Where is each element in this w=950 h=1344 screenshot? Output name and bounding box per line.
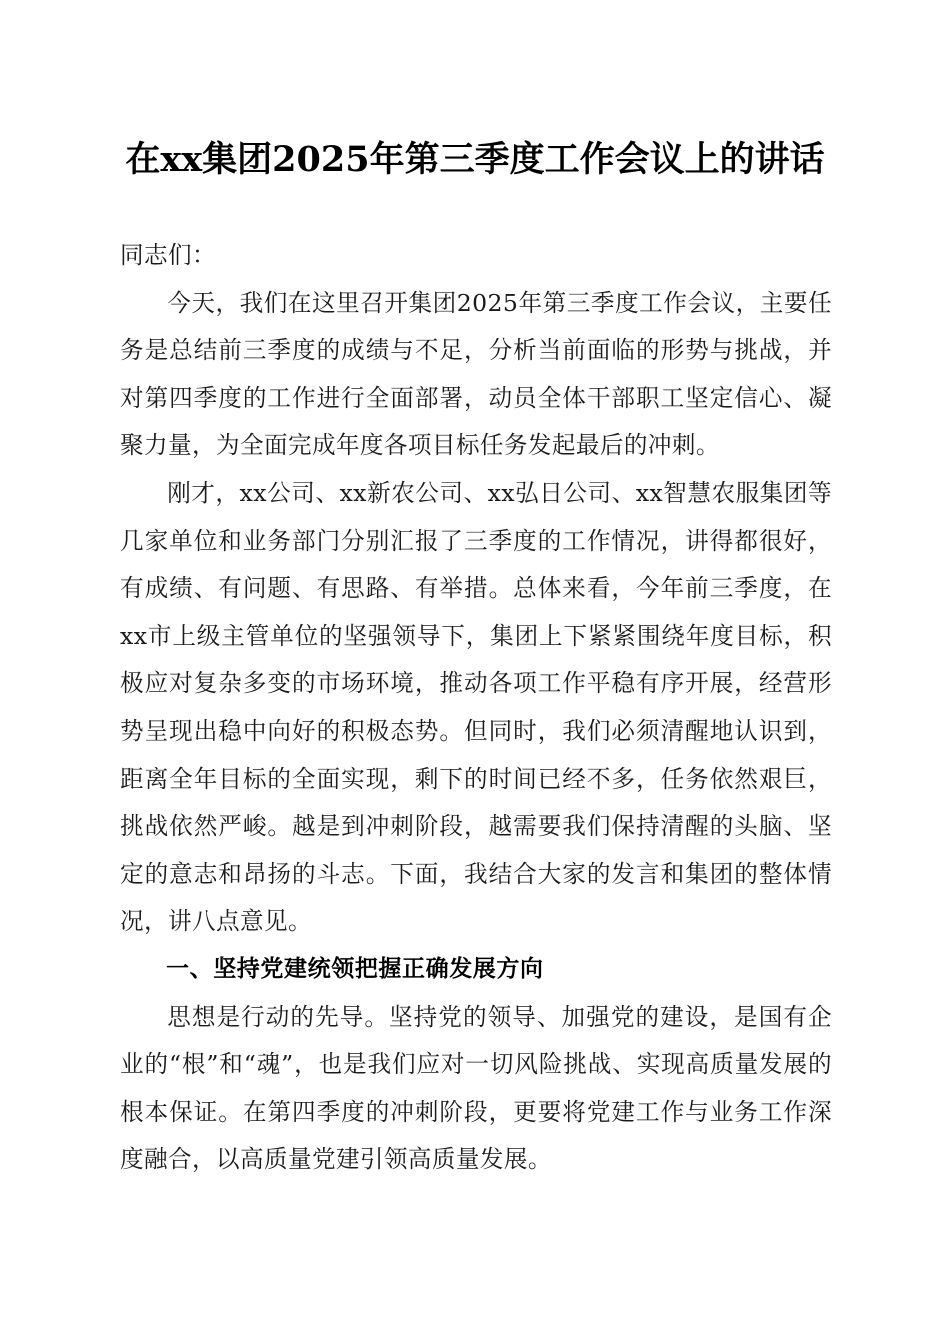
salutation: 同志们：: [120, 241, 216, 269]
paragraph-intro: 今天，我们在这里召开集团2025年第三季度工作会议，主要任务是总结前三季度的成绩与不足，分析当前面临的形势与挑战，并对第四季度的工作进行全面部署，动员全体干部职工坚定信心、凝聚力量，为全面完成年度各项目标任务发起最后的冲刺。: [120, 288, 832, 460]
document-body: [120, 232, 832, 1184]
section-heading-1: 一、坚持党建统领把握正确发展方向: [166, 955, 544, 982]
paragraph-review: 刚才，xx公司、xx新农公司、xx弘日公司、xx智慧农服集团等几家单位和业务部门分别汇报了三季度的工作情况，讲得都很好，有成绩、有问题、有思路、有举措。总体来看，今年前三季度，在xx市上级主管单位的坚强领导下，集团上下紧紧围绕年度目标，积极应对复杂多变的市场环境，推动各项工作平稳有序开展，经营形势呈现出稳中向好的积极态势。但同时，我们必须清醒地认识到，距离全年目标的全面实现，剩下的时间已经不多，任务依然艰巨，挑战依然严峻。越是到冲刺阶段，越需要我们保持清醒的头脑、坚定的意志和昂扬的斗志。下面，我结合大家的发言和集团的整体情况，讲八点意见。: [120, 478, 832, 936]
document-title: 在xx集团2025年第三季度工作会议上的讲话: [125, 139, 825, 180]
section-1-paragraph: 思想是行动的先导。坚持党的领导、加强党的建设，是国有企业的“根”和“魂”，也是我们应对一切风险挑战、实现高质量发展的根本保证。在第四季度的冲刺阶段，更要将党建工作与业务工作深度融合，以高质量党建引领高质量发展。: [120, 1002, 832, 1174]
